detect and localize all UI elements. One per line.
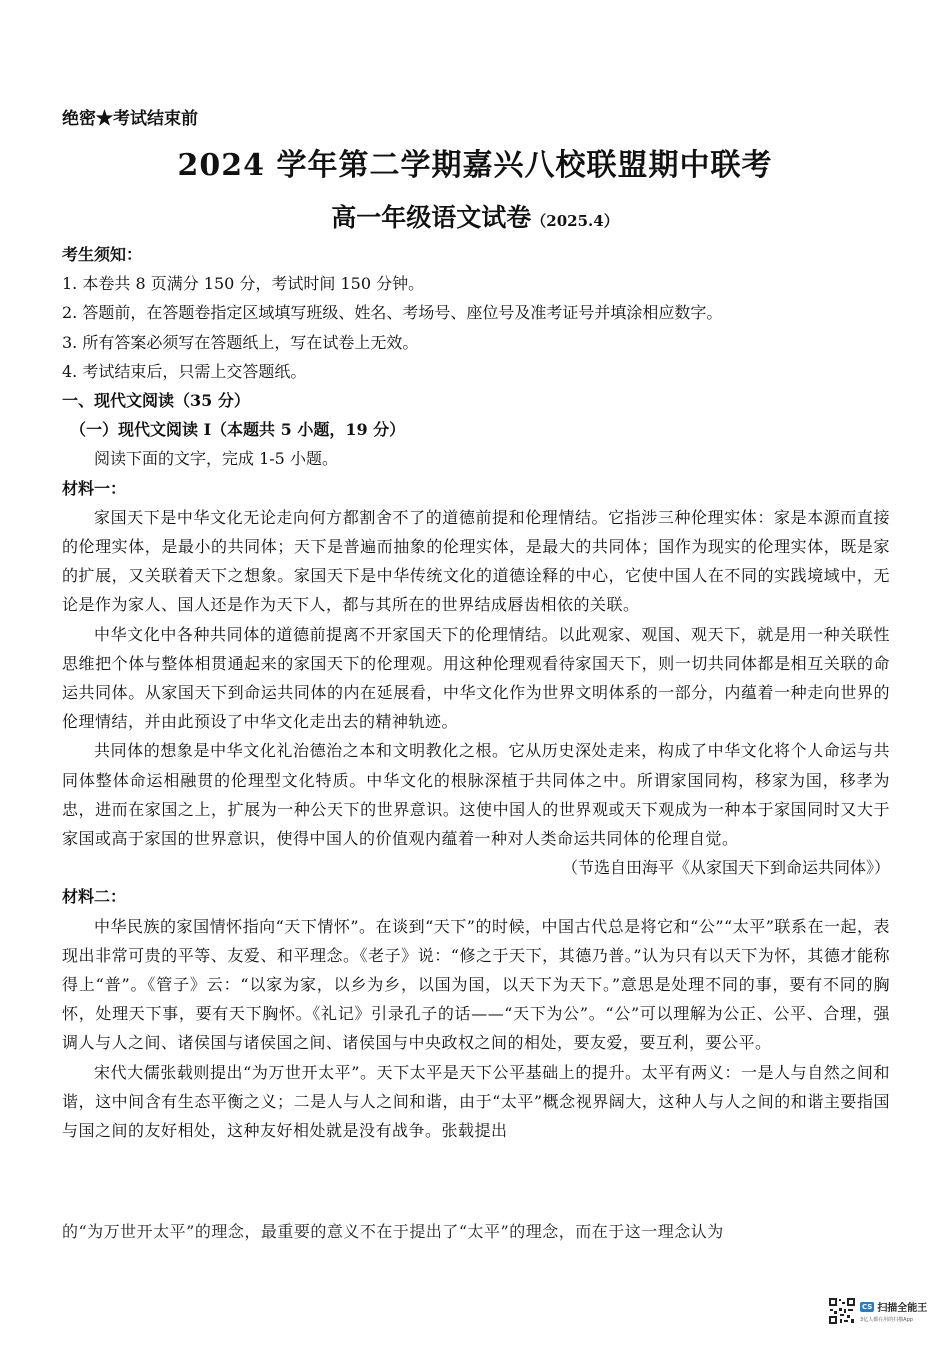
qr-code-icon [828,1297,856,1325]
material1-heading: 材料一： [62,478,127,498]
exam-date: （2025.4） [531,212,619,230]
cutoff-line-text: 的“为万世开太平”的理念，最重要的意义不在于提出了“太平”的理念，而在于这一理念认为 [62,1222,724,1241]
section-heading: 一、现代文阅读（35 分） [62,391,250,411]
material2-paragraph: 宋代大儒张载则提出“为万世开太平”。天下太平是天下公平基础上的提升。太平有两义：一是人与自然之间和谐，这中间含有生态平衡之义；二是人与人之间和谐，由于“太平”概念视界阔大，这种人与人之间的和谐主要指国与国之间的友好相处，这种友好相处就是没有战争。张载提出 [62,1062,890,1141]
subsection-heading: （一）现代文阅读 I（本题共 5 小题，19 分） [70,420,406,440]
material1-source: （节选自田海平《从家国天下到命运共同体》） [561,858,890,878]
confidential-label: 绝密★考试结束前 [62,109,198,129]
cutoff-line [62,1222,890,1246]
camscanner-logo-icon: CS [862,1302,873,1311]
notice-item: 2. 答题前，在答题卷指定区域填写班级、姓名、考场号、座位号及准考证号并填涂相应数字。 [62,303,723,323]
watermark-brand [860,1299,927,1314]
material2-heading: 材料二： [62,887,127,907]
exam-body [62,240,890,1145]
material1-paragraph: 家国天下是中华文化无论走向何方都割舍不了的道德前提和伦理情结。它指涉三种伦理实体：家是本源而直接的伦理实体，是最小的共同体；天下是普遍而抽象的伦理实体，是最大的共同体；国作为现实的伦理实体，既是家的扩展，又关联着天下之想象。家国天下是中华传统文化的道德诠释的中心，它使中国人在不同的实践境域中，无论是作为家人、国人还是作为天下人，都与其所在的世界结成唇齿相依的关联。 [62,507,890,615]
exam-title: 2024 学年第二学期嘉兴八校联盟期中联考 [177,148,773,183]
subtitle-text: 高一年级语文试卷 [331,203,532,232]
notice-item: 3. 所有答案必须写在答题纸上，写在试卷上无效。 [62,332,419,352]
material2-paragraph: 中华民族的家国情怀指向“天下情怀”。在谈到“天下”的时候，中国古代总是将它和“公”“太平”联系在一起，表现出非常可贵的平等、友爱、和平理念。《老子》说：“修之于天下，其德乃普。”认为只有以天下为怀，其德才能称得上“普”。《管子》云：“以家为家，以乡为乡，以国为国，以天下为天下。”意思是处理不同的事，要有不同的胸怀，处理天下事，要有天下胸怀。《礼记》引录孔子的话——“天下为公”。“公”可以理解为公正、公平、合理，强调人与人之间、诸侯国与诸侯国之间、诸侯国与中央政权之间的相处，要友爱，要互利，要公平。 [62,916,890,1053]
notice-heading: 考生须知： [62,245,143,264]
exam-subtitle [0,198,950,234]
watermark-slogan: 3亿人都在用的扫描App [860,1317,913,1323]
material1-paragraph: 共同体的想象是中华文化礼治德治之本和文明教化之根。它从历史深处走来，构成了中华文化将个人命运与共同体整体命运相融贯的伦理型文化特质。中华文化的根脉深植于共同体之中。所谓家国同构，移家为国，移孝为忠，进而在家国之上，扩展为一种公天下的世界意识。这使中国人的世界观或天下观成为一种本于家国同时又大于家国或高于家国的世界意识，使得中国人的价值观内蕴着一种对人类命运共同体的伦理自觉。 [62,741,890,849]
watermark-text [860,1299,927,1323]
notice-item: 1. 本卷共 8 页满分 150 分，考试时间 150 分钟。 [62,274,425,294]
notice-item: 4. 考试结束后，只需上交答题纸。 [62,361,307,381]
reading-instruction: 阅读下面的文字，完成 1-5 小题。 [94,449,338,469]
watermark-brand-name: 扫描全能王 [877,1303,928,1314]
scanner-watermark [828,1294,932,1328]
material1-paragraph: 中华文化中各种共同体的道德前提离不开家国天下的伦理情结。以此观家、观国、观天下，就是用一种关联性思维把个体与整体相贯通起来的家国天下的伦理观。用这种伦理观看待家国天下，则一切共同体都是相互关联的命运共同体。从家国天下到命运共同体的内在延展看，中华文化作为世界文明体系的一部分，内蕴着一种走向世界的伦理情结，并由此预设了中华文化走出去的精神轨迹。 [62,624,890,732]
